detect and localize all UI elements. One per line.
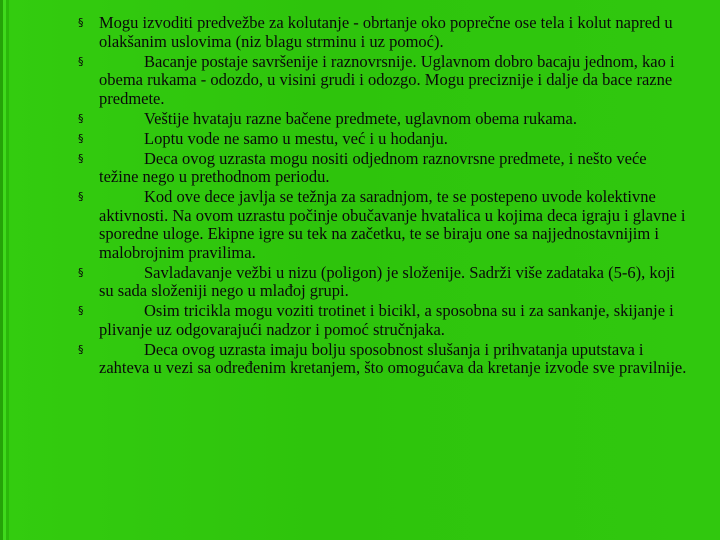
list-item-text: Loptu vode ne samo u mestu, već i u hodanju. — [144, 128, 448, 148]
bullet-icon: § — [78, 190, 84, 203]
left-edge-stripe — [6, 0, 9, 540]
list-item-text: Osim tricikla mogu voziti trotinet i bicikl, a sposobna su i za sankanje, skijanje i plivanje uz odgovarajući nadzor i pomoć stručnjaka. — [99, 301, 674, 339]
list-item-text: Deca ovog uzrasta mogu nositi odjednom raznovrsne predmete, i nešto veće težine nego u prethodnom periodu. — [99, 148, 647, 186]
bullet-icon: § — [78, 131, 84, 145]
bullet-icon: § — [78, 342, 84, 356]
list-item — [78, 110, 688, 129]
list-item — [78, 302, 688, 339]
list-item-text: Mogu izvoditi predvežbe za kolutanje - obrtanje oko poprečne ose tela i kolut napred u olakšanim uslovima (niz blagu strminu i uz pomoć). — [99, 13, 673, 51]
bullet-icon: § — [78, 151, 84, 165]
bullet-icon: § — [78, 16, 84, 29]
list-item — [78, 341, 688, 378]
list-item-text: Deca ovog uzrasta imaju bolju sposobnost slušanja i prihvatanja uputstava i zahteva u vezi sa određenim kretanjem, što omogućava da kretanje izvode sve pravilnije. — [99, 339, 687, 377]
list-item — [78, 188, 688, 262]
list-item-text: Kod ove dece javlja se težnja za saradnjom, te se postepeno uvode kolektivne aktivnosti. Na ovom uzrastu počinje obučavanje hvatalica u kojima deca igraju i glavne i sporedne uloge. Ekipne igre su tek na začetku, te se biraju one sa najjednostavnijim i malobrojnim pravilima. — [99, 187, 686, 262]
bullet-list — [78, 14, 688, 378]
list-item-text: Savladavanje vežbi u nizu (poligon) je složenije. Sadrži više zadataka (5-6), koji su sada složeniji nego u mlađoj grupi. — [99, 262, 676, 300]
bullet-icon: § — [78, 265, 84, 279]
list-item-text: Veštije hvataju razne bačene predmete, uglavnom obema rukama. — [144, 108, 577, 128]
list-item — [78, 130, 688, 149]
list-item-text: Bacanje postaje savršenije i raznovrsnije. Uglavnom dobro bacaju jednom, kao i obema rukama - odozdo, u visini grudi i odozgo. Mogu preciznije i dalje da bace razne predmete. — [99, 51, 675, 108]
slide-body — [78, 14, 688, 379]
list-item — [78, 264, 688, 301]
list-item — [78, 150, 688, 187]
bullet-icon: § — [78, 54, 84, 68]
bullet-icon: § — [78, 111, 84, 125]
bullet-icon: § — [78, 304, 84, 317]
list-item — [78, 53, 688, 109]
list-item — [78, 14, 688, 51]
